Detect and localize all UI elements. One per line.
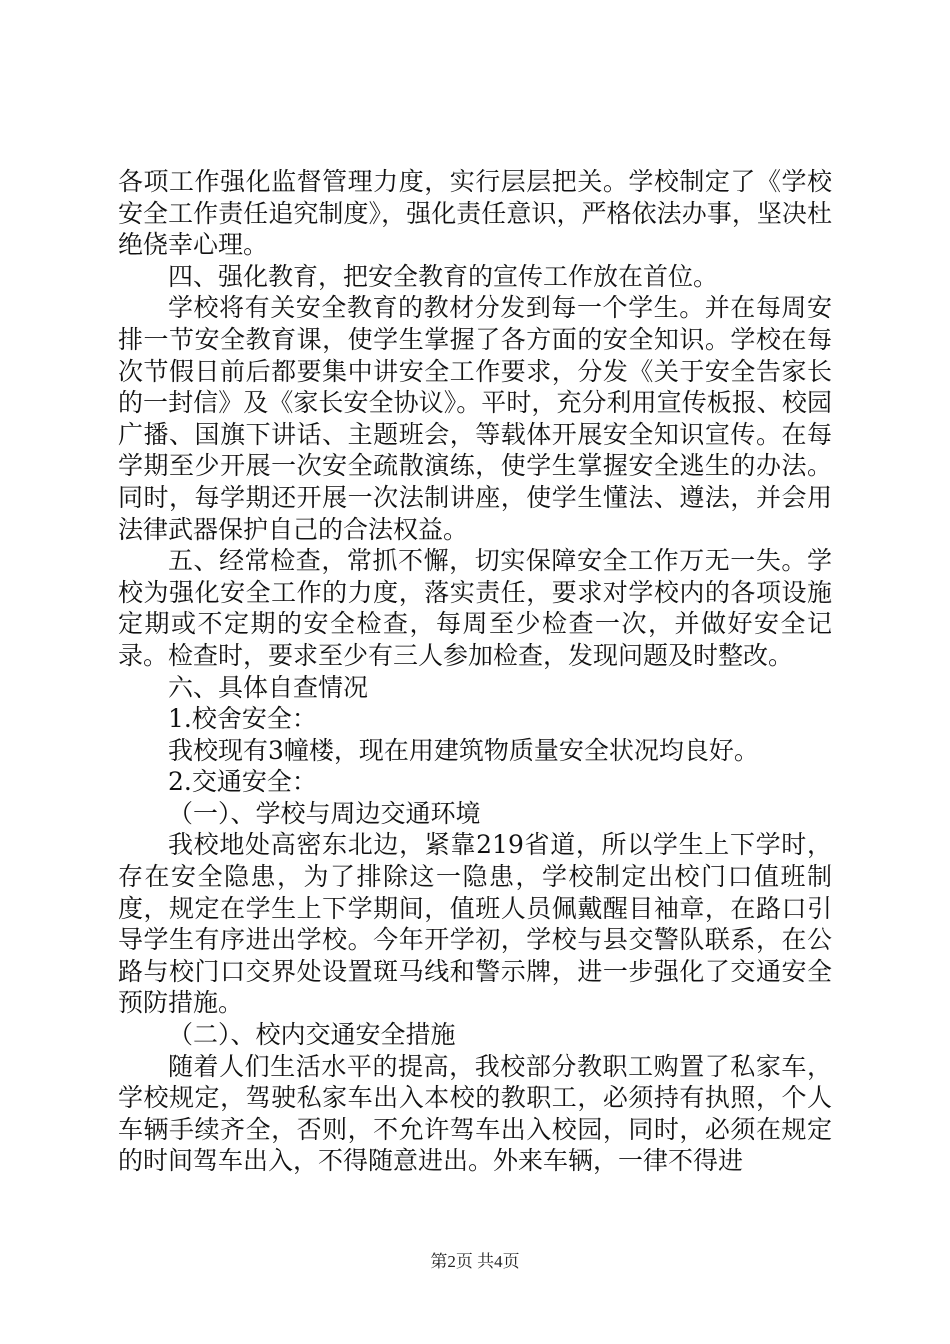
- heading-section-4: 四、强化教育，把安全教育的宣传工作放在首位。: [168, 261, 719, 291]
- subheading-traffic-safety: 2.交通安全：: [168, 767, 317, 797]
- page-footer: 第2页 共4页: [430, 1252, 520, 1271]
- body-text: [118, 166, 832, 1177]
- paragraph-education: 学校将有关安全教育的教材分发到每一个学生。并在每周安排一节安全教育课，使学生掌握了各方面的安全知识。学校在每次节假日前后都要集中讲安全工作要求，分发《关于安全告家长的一封信》及《家长安全协议》。平时，充分利用宣传板报、校园广播、国旗下讲话、主题班会，等载体开展安全知识宣传。在每学期至少开展一次安全疏散演练，使学生掌握安全逃生的办法。同时，每学期还开展一次法制讲座，使学生懂法、遵法，并会用法律武器保护自己的合法权益。: [118, 293, 832, 544]
- heading-section-6: 六、具体自查情况: [168, 672, 369, 702]
- paragraph-campus-traffic: 随着人们生活水平的提高，我校部分教职工购置了私家车，学校规定，驾驶私家车出入本校的教职工，必须持有执照，个人车辆手续齐全，否则，不允许驾车出入校园，同时，必须在规定的时间驾车出入，不得随意进出。外来车辆，一律不得进: [118, 1051, 832, 1176]
- subheading-building-safety: 1.校舍安全：: [168, 704, 317, 734]
- paragraph-1: 各项工作强化监督管理力度，实行层层把关。学校制定了《学校安全工作责任追究制度》，强化责任意识，严格依法办事，坚决杜绝侥幸心理。: [118, 167, 832, 260]
- paragraph-inspection: 五、经常检查，常抓不懈，切实保障安全工作万无一失。学校为强化安全工作的力度，落实责任，要求对学校内的各项设施定期或不定期的安全检查，每周至少检查一次，并做好安全记录。检查时，要求至少有三人参加检查，发现问题及时整改。: [118, 546, 832, 670]
- subheading-surrounding-traffic: （一）、学校与周边交通环境: [168, 798, 481, 828]
- subheading-campus-traffic: （二）、校内交通安全措施: [168, 1020, 456, 1050]
- paragraph-surrounding-traffic: 我校地处高密东北边，紧靠219省道，所以学生上下学时，存在安全隐患，为了排除这一隐患，学校制定出校门口值班制度，规定在学生上下学期间，值班人员佩戴醒目袖章，在路口引导学生有序进出学校。今年开学初，学校与县交警队联系，在公路与校门口交界处设置斑马线和警示牌，进一步强化了交通安全预防措施。: [118, 830, 832, 1018]
- paragraph-building-safety: 我校现有3幢楼，现在用建筑物质量安全状况均良好。: [168, 735, 759, 765]
